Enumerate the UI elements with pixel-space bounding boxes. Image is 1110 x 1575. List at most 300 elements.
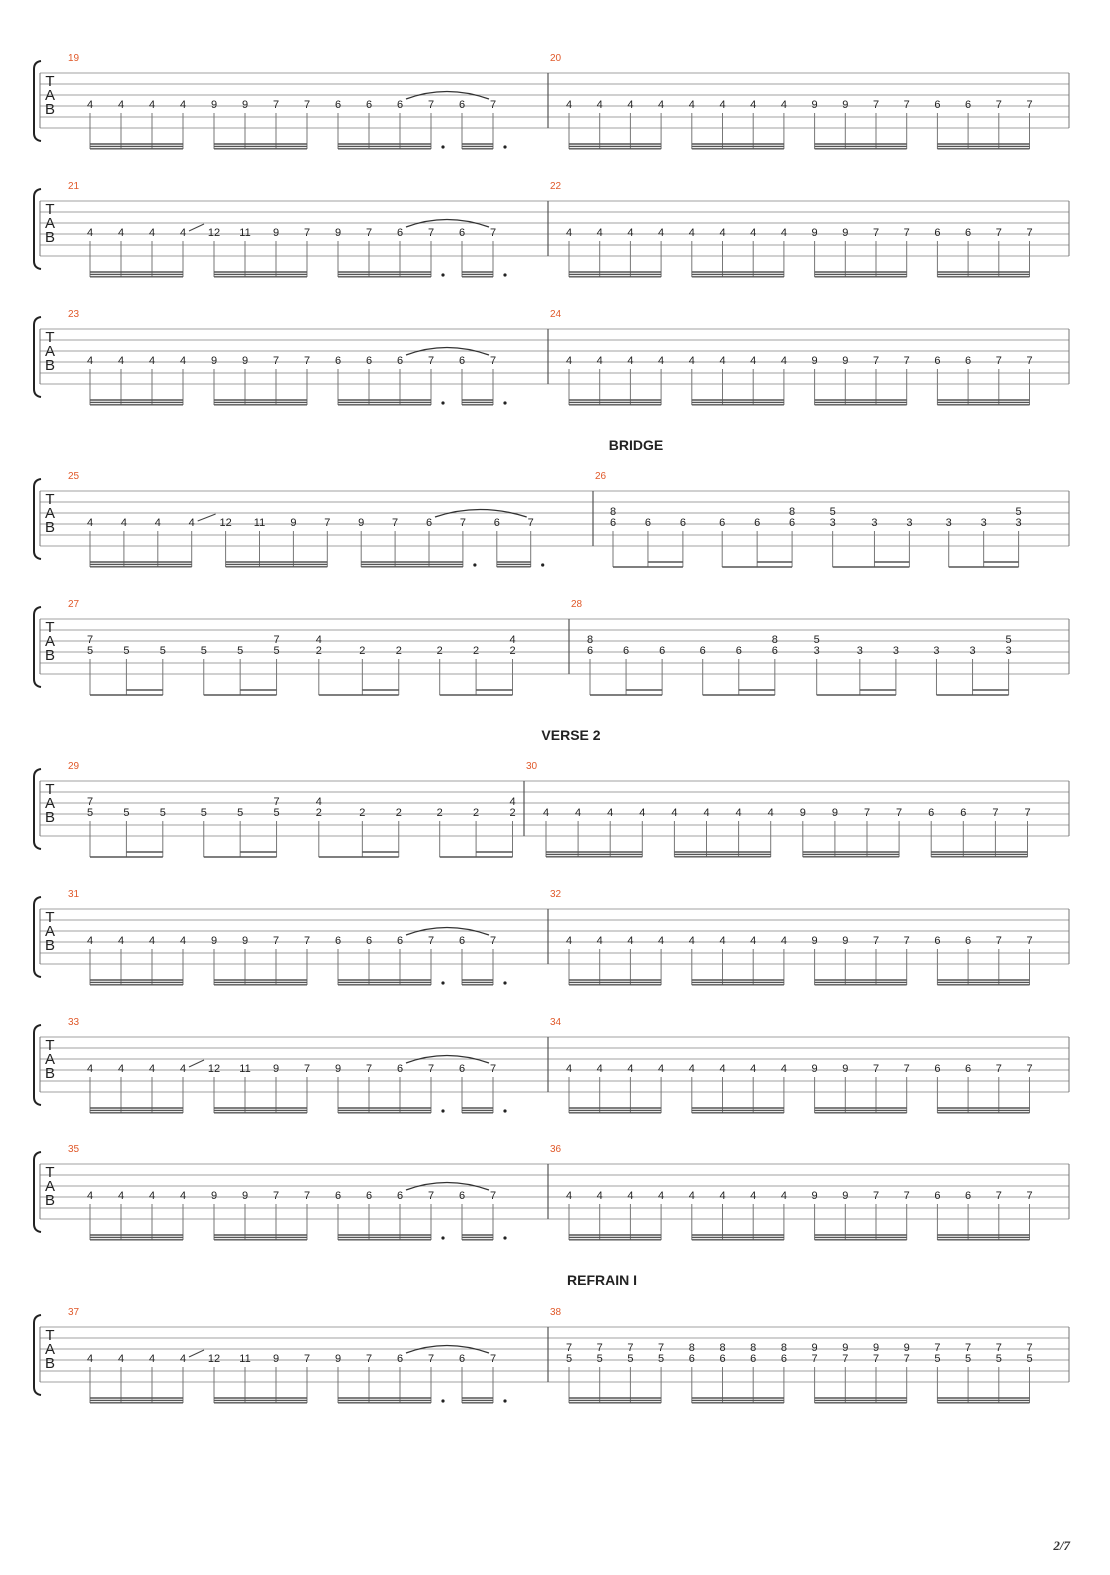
fret-number: 6 <box>365 935 373 947</box>
fret-number: 4 <box>179 935 187 947</box>
measure-number: 19 <box>68 53 80 64</box>
fret-number: 4 <box>688 935 695 947</box>
fret-number: 7 <box>272 1190 280 1202</box>
tab-clef-t: T <box>45 491 55 508</box>
fret-number: 7 <box>303 935 311 947</box>
fret-number: 9 <box>241 1190 249 1202</box>
fret-number: 9 <box>799 807 806 819</box>
tab-clef-t: T <box>45 781 55 798</box>
fret-number: 4 <box>688 1190 695 1202</box>
fret-number: 9 <box>210 355 218 367</box>
tab-clef-t: T <box>45 909 55 926</box>
fret-number: 4 <box>780 355 787 367</box>
dot <box>503 145 506 148</box>
fret-number: 7 <box>992 807 999 819</box>
fret-number: 7 <box>272 99 280 111</box>
fret-number: 4 <box>596 1190 603 1202</box>
fret-number: 7 <box>427 1190 435 1202</box>
fret-number: 4 <box>750 1190 757 1202</box>
fret-number: 9 <box>358 517 365 529</box>
measure-number: 37 <box>68 1307 80 1318</box>
fret-number: 11 <box>239 1063 251 1075</box>
fret-number: 7 <box>427 1353 435 1365</box>
fret-number: 9 <box>272 1353 280 1365</box>
tab-clef-a: A <box>44 215 56 232</box>
tab-clef-b: B <box>44 1355 56 1372</box>
fret-number: 4 <box>509 634 516 646</box>
tab-clef-a: A <box>44 633 56 650</box>
fret-number: 5 <box>273 645 280 657</box>
fret-number: 7 <box>303 1190 311 1202</box>
tab-clef-t: T <box>45 201 55 218</box>
fret-number: 3 <box>933 645 940 657</box>
fret-number: 3 <box>906 517 913 529</box>
fret-number: 6 <box>458 355 466 367</box>
fret-number: 5 <box>123 645 130 657</box>
fret-number: 4 <box>780 1190 787 1202</box>
fret-number: 9 <box>811 1190 818 1202</box>
fret-number: 4 <box>565 227 573 239</box>
fret-number: 4 <box>658 227 665 239</box>
fret-number: 4 <box>117 99 125 111</box>
fret-number: 7 <box>903 1063 910 1075</box>
fret-number: 4 <box>86 355 94 367</box>
fret-number: 2 <box>315 645 322 657</box>
fret-number: 9 <box>811 1342 818 1354</box>
dot <box>503 1399 506 1402</box>
fret-number: 7 <box>303 227 311 239</box>
fret-number: 4 <box>780 99 787 111</box>
fret-number: 4 <box>148 355 156 367</box>
fret-number: 4 <box>719 1063 726 1075</box>
fret-number: 2 <box>436 807 443 819</box>
fret-number: 6 <box>735 645 742 657</box>
fret-number: 5 <box>1005 634 1012 646</box>
fret-number: 3 <box>813 645 820 657</box>
fret-number: 6 <box>458 227 466 239</box>
fret-number: 12 <box>219 517 232 529</box>
fret-number: 5 <box>200 807 207 819</box>
tab-clef-t: T <box>45 619 55 636</box>
tab-clef-a: A <box>44 1341 56 1358</box>
fret-number: 4 <box>658 1063 665 1075</box>
fret-number: 11 <box>239 227 251 239</box>
fret-number: 7 <box>489 1063 497 1075</box>
fret-number: 6 <box>771 645 778 657</box>
fret-number: 11 <box>253 517 266 529</box>
tab-clef-b: B <box>44 809 56 826</box>
fret-number: 7 <box>303 1353 311 1365</box>
fret-number: 7 <box>903 1353 910 1365</box>
fret-number: 7 <box>872 1190 880 1202</box>
fret-number: 7 <box>86 796 94 808</box>
fret-number: 6 <box>609 517 617 529</box>
fret-number: 6 <box>719 1353 726 1365</box>
tab-clef-b: B <box>44 1192 56 1209</box>
fret-number: 4 <box>719 1190 726 1202</box>
fret-number: 6 <box>965 1063 972 1075</box>
fret-number: 4 <box>565 935 573 947</box>
tab-clef-b: B <box>44 519 56 536</box>
fret-number: 4 <box>86 227 94 239</box>
fret-number: 9 <box>872 1342 880 1354</box>
page-number: 2/7 <box>1053 1538 1070 1553</box>
fret-number: 4 <box>627 99 634 111</box>
fret-number: 6 <box>365 355 373 367</box>
fret-number: 6 <box>965 99 972 111</box>
fret-number: 4 <box>735 807 742 819</box>
measure-number: 27 <box>68 599 80 610</box>
fret-number: 4 <box>688 355 695 367</box>
fret-number: 6 <box>396 935 404 947</box>
fret-number: 5 <box>273 807 280 819</box>
tab-clef-a: A <box>44 1051 56 1068</box>
fret-number: 4 <box>188 517 195 529</box>
fret-number: 4 <box>596 355 603 367</box>
fret-number: 5 <box>965 1353 972 1365</box>
tab-clef-a: A <box>44 343 56 360</box>
fret-number: 4 <box>780 935 787 947</box>
fret-number: 7 <box>995 1342 1002 1354</box>
fret-number: 6 <box>659 645 666 657</box>
fret-number: 9 <box>272 1063 280 1075</box>
fret-number: 7 <box>903 99 910 111</box>
fret-number: 4 <box>565 355 573 367</box>
fret-number: 4 <box>565 99 573 111</box>
measure-number: 22 <box>550 181 562 192</box>
fret-number: 9 <box>842 1063 849 1075</box>
fret-number: 7 <box>903 227 910 239</box>
fret-number: 6 <box>425 517 433 529</box>
fret-number: 4 <box>658 935 665 947</box>
dot <box>503 401 506 404</box>
dot <box>503 1236 506 1239</box>
fret-number: 5 <box>1015 506 1022 518</box>
fret-number: 4 <box>86 1063 94 1075</box>
fret-number: 4 <box>596 935 603 947</box>
slide-line <box>189 1060 204 1067</box>
fret-number: 7 <box>995 1190 1002 1202</box>
tab-clef-b: B <box>44 229 56 246</box>
fret-number: 4 <box>719 227 726 239</box>
fret-number: 4 <box>179 1063 187 1075</box>
measure-number: 20 <box>550 53 562 64</box>
fret-number: 4 <box>565 1063 573 1075</box>
fret-number: 7 <box>896 807 903 819</box>
fret-number: 6 <box>365 99 373 111</box>
fret-number: 4 <box>688 99 695 111</box>
fret-number: 5 <box>813 634 820 646</box>
fret-number: 4 <box>509 796 516 808</box>
fret-number: 6 <box>396 355 404 367</box>
fret-number: 9 <box>842 1190 849 1202</box>
fret-number: 9 <box>210 99 218 111</box>
fret-number: 2 <box>436 645 443 657</box>
fret-number: 9 <box>290 517 297 529</box>
fret-number: 6 <box>754 517 761 529</box>
fret-number: 9 <box>210 935 218 947</box>
fret-number: 6 <box>789 517 796 529</box>
fret-number: 9 <box>241 99 249 111</box>
fret-number: 7 <box>872 935 880 947</box>
fret-number: 8 <box>586 634 594 646</box>
fret-number: 12 <box>207 1353 221 1365</box>
fret-number: 9 <box>811 99 818 111</box>
fret-number: 9 <box>842 99 849 111</box>
fret-number: 3 <box>871 517 878 529</box>
fret-number: 4 <box>179 227 187 239</box>
fret-number: 4 <box>627 1190 634 1202</box>
fret-number: 3 <box>856 645 863 657</box>
fret-number: 7 <box>1026 935 1033 947</box>
fret-number: 6 <box>458 1353 466 1365</box>
fret-number: 7 <box>658 1342 665 1354</box>
measure-number: 24 <box>550 309 562 320</box>
measure-number: 31 <box>68 889 80 900</box>
fret-number: 5 <box>565 1353 573 1365</box>
fret-number: 4 <box>117 1190 125 1202</box>
fret-number: 7 <box>489 355 497 367</box>
fret-number: 7 <box>365 1353 373 1365</box>
fret-number: 4 <box>627 355 634 367</box>
dot <box>441 145 444 148</box>
dot <box>441 1399 444 1402</box>
fret-number: 7 <box>965 1342 972 1354</box>
fret-number: 6 <box>934 935 941 947</box>
fret-number: 4 <box>658 355 665 367</box>
fret-number: 6 <box>458 1190 466 1202</box>
fret-number: 4 <box>117 1353 125 1365</box>
fret-number: 7 <box>872 1353 880 1365</box>
fret-number: 6 <box>928 807 935 819</box>
fret-number: 7 <box>1024 807 1031 819</box>
fret-number: 2 <box>395 645 402 657</box>
fret-number: 4 <box>627 935 634 947</box>
fret-number: 2 <box>473 807 480 819</box>
measure-number: 26 <box>595 471 607 482</box>
fret-number: 4 <box>148 99 156 111</box>
fret-number: 4 <box>179 1190 187 1202</box>
fret-number: 5 <box>995 1353 1002 1365</box>
fret-number: 9 <box>334 1063 342 1075</box>
measure-number: 33 <box>68 1017 80 1028</box>
slide-line <box>189 1350 204 1357</box>
fret-number: 5 <box>596 1353 603 1365</box>
dot <box>473 563 476 566</box>
measure-number: 36 <box>550 1144 562 1155</box>
fret-number: 9 <box>241 935 249 947</box>
fret-number: 7 <box>324 517 331 529</box>
fret-number: 6 <box>365 1190 373 1202</box>
fret-number: 7 <box>365 227 373 239</box>
fret-number: 7 <box>903 1190 910 1202</box>
fret-number: 6 <box>623 645 630 657</box>
section-label-bridge: BRIDGE <box>608 437 664 453</box>
fret-number: 5 <box>237 645 244 657</box>
fret-number: 7 <box>303 1063 311 1075</box>
fret-number: 6 <box>750 1353 757 1365</box>
fret-number: 2 <box>395 807 402 819</box>
fret-number: 4 <box>719 99 726 111</box>
fret-number: 2 <box>509 645 516 657</box>
fret-number: 6 <box>493 517 500 529</box>
fret-number: 9 <box>842 227 849 239</box>
fret-number: 7 <box>995 355 1002 367</box>
fret-number: 7 <box>273 634 280 646</box>
fret-number: 9 <box>210 1190 218 1202</box>
tab-clef-a: A <box>44 923 56 940</box>
fret-number: 7 <box>303 355 311 367</box>
fret-number: 6 <box>396 1190 404 1202</box>
fret-number: 7 <box>489 99 497 111</box>
fret-number: 7 <box>427 99 435 111</box>
fret-number: 7 <box>272 935 280 947</box>
fret-number: 4 <box>639 807 646 819</box>
fret-number: 4 <box>688 1063 695 1075</box>
fret-number: 6 <box>965 355 972 367</box>
fret-number: 9 <box>811 227 818 239</box>
measure-number: 34 <box>550 1017 562 1028</box>
dot <box>503 981 506 984</box>
fret-number: 7 <box>627 1342 634 1354</box>
slide-line <box>189 224 204 231</box>
fret-number: 7 <box>303 99 311 111</box>
fret-number: 4 <box>671 807 678 819</box>
fret-number: 7 <box>596 1342 603 1354</box>
fret-number: 7 <box>995 935 1002 947</box>
fret-number: 4 <box>596 99 603 111</box>
fret-number: 12 <box>207 1063 221 1075</box>
fret-number: 5 <box>627 1353 634 1365</box>
fret-number: 7 <box>1026 1342 1033 1354</box>
dot <box>441 1109 444 1112</box>
fret-number: 7 <box>489 935 497 947</box>
fret-number: 4 <box>542 807 550 819</box>
fret-number: 6 <box>780 1353 787 1365</box>
fret-number: 7 <box>1026 1063 1033 1075</box>
fret-number: 5 <box>159 645 166 657</box>
fret-number: 7 <box>489 227 497 239</box>
fret-number: 7 <box>903 935 910 947</box>
fret-number: 3 <box>829 517 836 529</box>
fret-number: 6 <box>965 1190 972 1202</box>
fret-number: 4 <box>658 99 665 111</box>
tab-clef-b: B <box>44 357 56 374</box>
fret-number: 4 <box>148 1190 156 1202</box>
fret-number: 8 <box>789 506 796 518</box>
fret-number: 3 <box>1005 645 1012 657</box>
tab-clef-a: A <box>44 1178 56 1195</box>
fret-number: 4 <box>627 227 634 239</box>
tab-clef-t: T <box>45 1037 55 1054</box>
fret-number: 6 <box>586 645 594 657</box>
fret-number: 9 <box>811 1063 818 1075</box>
fret-number: 4 <box>148 1063 156 1075</box>
fret-number: 6 <box>458 99 466 111</box>
measure-number: 28 <box>571 599 583 610</box>
fret-number: 4 <box>780 227 787 239</box>
fret-number: 8 <box>771 634 778 646</box>
tab-clef-b: B <box>44 1065 56 1082</box>
fret-number: 5 <box>1026 1353 1033 1365</box>
fret-number: 4 <box>565 1190 573 1202</box>
tab-clef-a: A <box>44 505 56 522</box>
dot <box>503 1109 506 1112</box>
fret-number: 7 <box>365 1063 373 1075</box>
fret-number: 3 <box>969 645 976 657</box>
fret-number: 4 <box>780 1063 787 1075</box>
fret-number: 6 <box>396 1353 404 1365</box>
fret-number: 5 <box>159 807 166 819</box>
tab-clef-t: T <box>45 73 55 90</box>
fret-number: 3 <box>945 517 952 529</box>
fret-number: 7 <box>863 807 871 819</box>
fret-number: 9 <box>811 935 818 947</box>
fret-number: 7 <box>872 227 880 239</box>
fret-number: 4 <box>750 1063 757 1075</box>
fret-number: 4 <box>86 1353 94 1365</box>
tab-clef-a: A <box>44 795 56 812</box>
fret-number: 4 <box>767 807 774 819</box>
fret-number: 4 <box>607 807 614 819</box>
fret-number: 6 <box>396 1063 404 1075</box>
fret-number: 7 <box>489 1190 497 1202</box>
fret-number: 7 <box>934 1342 941 1354</box>
fret-number: 6 <box>334 935 342 947</box>
fret-number: 6 <box>396 227 404 239</box>
fret-number: 7 <box>995 227 1002 239</box>
fret-number: 7 <box>1026 1190 1033 1202</box>
fret-number: 9 <box>241 355 249 367</box>
fret-number: 7 <box>1026 227 1033 239</box>
fret-number: 4 <box>575 807 582 819</box>
fret-number: 5 <box>829 506 836 518</box>
fret-number: 4 <box>117 1063 125 1075</box>
fret-number: 12 <box>207 227 221 239</box>
fret-number: 7 <box>427 355 435 367</box>
fret-number: 4 <box>315 634 322 646</box>
fret-number: 7 <box>872 99 880 111</box>
fret-number: 7 <box>872 355 880 367</box>
fret-number: 4 <box>86 517 94 529</box>
fret-number: 2 <box>315 807 322 819</box>
fret-number: 4 <box>688 227 695 239</box>
fret-number: 6 <box>334 99 342 111</box>
fret-number: 7 <box>86 634 94 646</box>
fret-number: 9 <box>334 227 342 239</box>
measure-number: 35 <box>68 1144 80 1155</box>
tab-clef-a: A <box>44 87 56 104</box>
fret-number: 5 <box>123 807 130 819</box>
fret-number: 6 <box>934 1190 941 1202</box>
dot <box>541 563 544 566</box>
fret-number: 9 <box>272 227 280 239</box>
tab-clef-b: B <box>44 101 56 118</box>
fret-number: 3 <box>980 517 987 529</box>
fret-number: 6 <box>965 935 972 947</box>
fret-number: 4 <box>148 1353 156 1365</box>
fret-number: 6 <box>719 517 726 529</box>
measure-number: 38 <box>550 1307 562 1318</box>
fret-number: 7 <box>995 99 1002 111</box>
fret-number: 7 <box>459 517 466 529</box>
fret-number: 6 <box>934 355 941 367</box>
fret-number: 2 <box>473 645 480 657</box>
fret-number: 4 <box>148 935 156 947</box>
fret-number: 4 <box>627 1063 634 1075</box>
fret-number: 9 <box>842 935 849 947</box>
fret-number: 9 <box>334 1353 342 1365</box>
